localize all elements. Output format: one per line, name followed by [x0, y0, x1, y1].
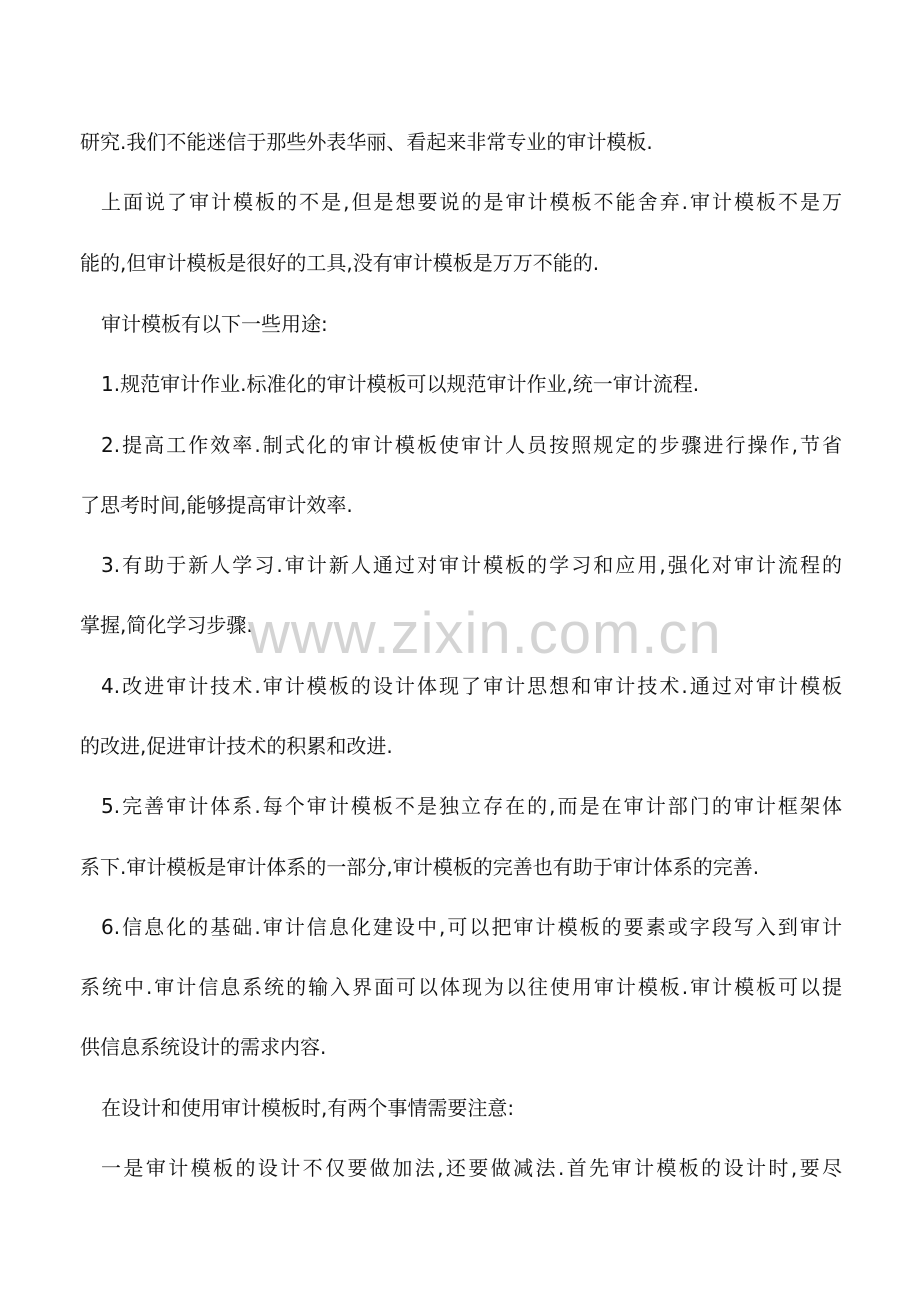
- text-line: 1.规范审计作业.标准化的审计模板可以规范审计作业,统一审计流程.: [101, 372, 700, 396]
- text-line: 4.改进审计技术.审计模板的设计体现了审计思想和审计技术.通过对审计模板: [101, 674, 842, 698]
- text-line: 在设计和使用审计模板时,有两个事情需要注意:: [101, 1096, 515, 1120]
- text-line: 上面说了审计模板的不是,但是想要说的是审计模板不能舍弃.审计模板不是万: [101, 190, 842, 214]
- text-line: 研究.我们不能迷信于那些外表华丽、看起来非常专业的审计模板.: [80, 130, 653, 154]
- text-line: 掌握,简化学习步骤.: [80, 613, 253, 637]
- text-line: 系下.审计模板是审计体系的一部分,审计模板的完善也有助于审计体系的完善.: [80, 855, 760, 879]
- text-line: 2.提高工作效率.制式化的审计模板使审计人员按照规定的步骤进行操作,节省: [101, 433, 842, 457]
- text-line: 6.信息化的基础.审计信息化建设中,可以把审计模板的要素或字段写入到审计: [101, 915, 842, 939]
- text-line: 供信息系统设计的需求内容.: [80, 1035, 327, 1059]
- text-line: 能的,但审计模板是很好的工具,没有审计模板是万万不能的.: [80, 251, 600, 275]
- text-line: 系统中.审计信息系统的输入界面可以体现为以往使用审计模板.审计模板可以提: [80, 975, 842, 999]
- text-line: 一是审计模板的设计不仅要做加法,还要做减法.首先审计模板的设计时,要尽: [101, 1156, 842, 1180]
- text-line: 5.完善审计体系.每个审计模板不是独立存在的,而是在审计部门的审计框架体: [101, 794, 842, 818]
- text-line: 了思考时间,能够提高审计效率.: [80, 493, 353, 517]
- text-line: 审计模板有以下一些用途:: [101, 312, 328, 336]
- text-line: 的改进,促进审计技术的积累和改进.: [80, 734, 393, 758]
- watermark: www.zixin.com.cn: [248, 601, 722, 666]
- text-line: 3.有助于新人学习.审计新人通过对审计模板的学习和应用,强化对审计流程的: [101, 553, 842, 577]
